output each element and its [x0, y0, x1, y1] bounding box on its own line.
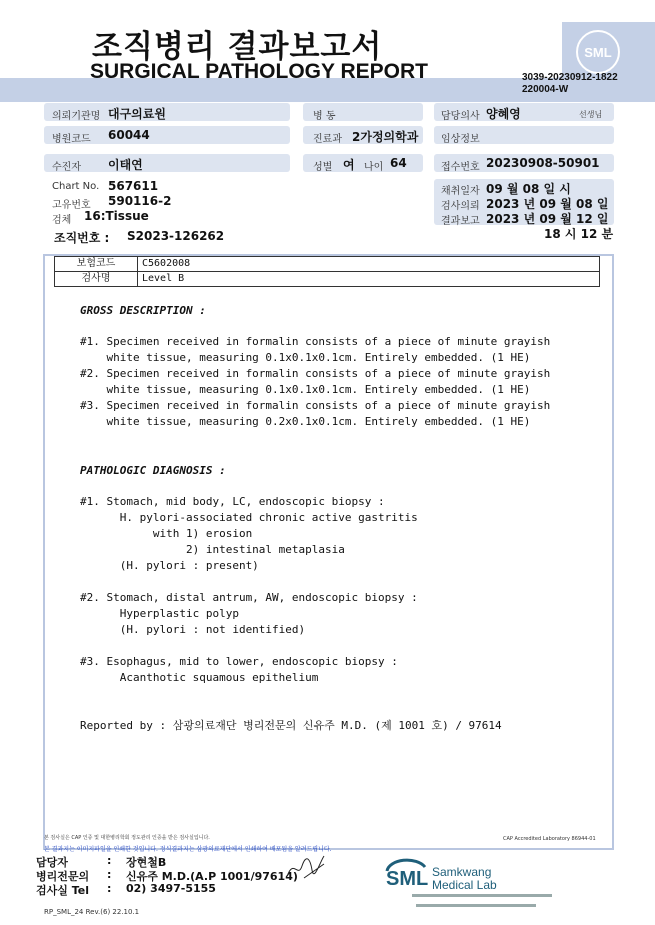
table-row	[55, 272, 600, 287]
patient-value: 이태연	[108, 158, 143, 172]
gross-line: white tissue, measuring 0.2x0.1x0.1cm. Entirely embedded. (1 HE)	[80, 415, 531, 428]
chart-no-value: 567611	[108, 179, 159, 193]
age-value: 64	[390, 156, 407, 170]
gross-line: white tissue, measuring 0.1x0.1x0.1cm. Entirely embedded. (1 HE)	[80, 351, 531, 364]
diagnosis-line: 2) intestinal metaplasia	[80, 543, 345, 556]
lab-name-line2: Medical Lab	[432, 878, 497, 892]
collect-date-value: 09 월 08 일 시	[486, 182, 571, 196]
sml-logo: SML	[576, 30, 620, 74]
unique-no-value: 590116-2	[108, 194, 172, 208]
sex-value: 여	[343, 158, 355, 172]
reported-by: Reported by : 삼광의료재단 병리전문의 신유주 M.D. (제 1001 호) / 97614	[80, 719, 502, 732]
diagnosis-line: Acanthotic squamous epithelium	[80, 671, 319, 684]
form-code: RP_SML_24 Rev.(6) 22.10.1	[44, 908, 140, 916]
table-row	[55, 257, 600, 272]
diagnosis-line: with 1) erosion	[80, 527, 253, 540]
cap-accredited: CAP Accredited Laboratory 86944-01	[503, 836, 596, 842]
hospital-code-value: 60044	[108, 128, 150, 142]
patient-label: 수진자	[52, 162, 81, 173]
staff-label: 담당자	[36, 856, 68, 869]
gross-heading: GROSS DESCRIPTION :	[80, 304, 206, 317]
lab-address-line	[412, 894, 552, 897]
insurance-code-label: 보험코드	[55, 257, 138, 272]
tissue-no-value: S2023-126262	[127, 229, 225, 243]
doctor-label: 담당의사	[441, 111, 480, 122]
dept-label: 진료과	[313, 134, 342, 145]
cap-note: 본 검사실은 CAP 인증 및 대한병리학회 정도관리 인증을 받은 검사실입니다.	[44, 835, 210, 841]
collect-date-label: 채취일자	[441, 186, 480, 197]
colon: :	[107, 854, 112, 867]
gross-line: #3. Specimen received in formalin consists of a piece of minute grayish	[80, 399, 551, 412]
report-title-korean: 조직병리 결과보고서	[92, 29, 383, 65]
code-table	[54, 256, 600, 287]
lab-logo-text: SML	[386, 868, 429, 890]
tel-label: 검사실 Tel	[36, 884, 89, 897]
report-number	[522, 72, 618, 96]
gross-line: #2. Specimen received in formalin consists of a piece of minute grayish	[80, 367, 551, 380]
insurance-code-value: C5602008	[138, 257, 600, 272]
colon: :	[107, 868, 112, 881]
result-date-value: 2023 년 09 월 12 일	[486, 212, 609, 226]
lab-name-line1: Samkwang	[432, 865, 492, 879]
clinical-info-label: 임상정보	[441, 134, 480, 145]
receipt-value: 20230908-50901	[486, 156, 600, 170]
chart-no-label: Chart No.	[52, 181, 100, 192]
test-name-label: 검사명	[55, 272, 138, 287]
result-date-label: 결과보고	[441, 216, 480, 227]
diagnosis-line: (H. pylori : not identified)	[80, 623, 306, 636]
diagnosis-line: H. pylori-associated chronic active gastritis	[80, 511, 418, 524]
sex-label: 성별	[313, 162, 333, 173]
diagnosis-line: Hyperplastic polyp	[80, 607, 239, 620]
diagnosis-line: (H. pylori : present)	[80, 559, 259, 572]
institution-value: 대구의료원	[108, 107, 166, 121]
gross-line: #1. Specimen received in formalin consists of a piece of minute grayish	[80, 335, 551, 348]
staff-value: 장현철B	[126, 856, 167, 869]
pathologist-label: 병리전문의	[36, 870, 90, 883]
test-name-value: Level B	[138, 272, 600, 287]
pathologist-value: 신유주 M.D.(A.P 1001/97614)	[126, 870, 298, 883]
unique-no-label: 고유번호	[52, 200, 91, 211]
tel-value: 02) 3497-5155	[126, 882, 216, 895]
institution-label: 의뢰기관명	[52, 111, 101, 122]
request-date-value: 2023 년 09 월 08 일	[486, 197, 609, 211]
diagnosis-heading: PATHOLOGIC DIAGNOSIS :	[80, 464, 226, 477]
signature-icon	[284, 852, 328, 882]
colon: :	[107, 882, 112, 895]
print-note: 본 결과지는 이미지파일을 인쇄한 것입니다. 정식결과지는 삼광의료재단에서 인쇄하여 배포됨을 알려드립니다.	[44, 846, 332, 853]
hospital-code-label: 병원코드	[52, 134, 91, 145]
diagnosis-line: #3. Esophagus, mid to lower, endoscopic biopsy :	[80, 655, 398, 668]
doctor-suffix: 선생님	[579, 110, 603, 119]
ward-label: 병 동	[313, 111, 336, 122]
lab-contact-line	[416, 904, 536, 907]
gross-line: white tissue, measuring 0.1x0.1x0.1cm. Entirely embedded. (1 HE)	[80, 383, 531, 396]
dept-value: 2가정의학과	[352, 130, 419, 144]
tissue-no-label: 조직번호 :	[54, 231, 110, 245]
doctor-value: 양혜영	[486, 107, 521, 121]
report-title-english: SURGICAL PATHOLOGY REPORT	[90, 60, 428, 83]
diagnosis-line: #1. Stomach, mid body, LC, endoscopic biopsy :	[80, 495, 385, 508]
specimen-value: 16:Tissue	[84, 209, 149, 223]
request-date-label: 검사의뢰	[441, 201, 480, 212]
diagnosis-line: #2. Stomach, distal antrum, AW, endoscopic biopsy :	[80, 591, 418, 604]
specimen-label: 검체	[52, 215, 72, 226]
report-number-line2: 220004-W	[522, 84, 569, 95]
report-number-line1: 3039-20230912-1822	[522, 72, 618, 83]
receipt-label: 접수번호	[441, 162, 480, 173]
age-label: 나이	[364, 162, 384, 173]
result-time-value: 18 시 12 분	[544, 227, 614, 241]
